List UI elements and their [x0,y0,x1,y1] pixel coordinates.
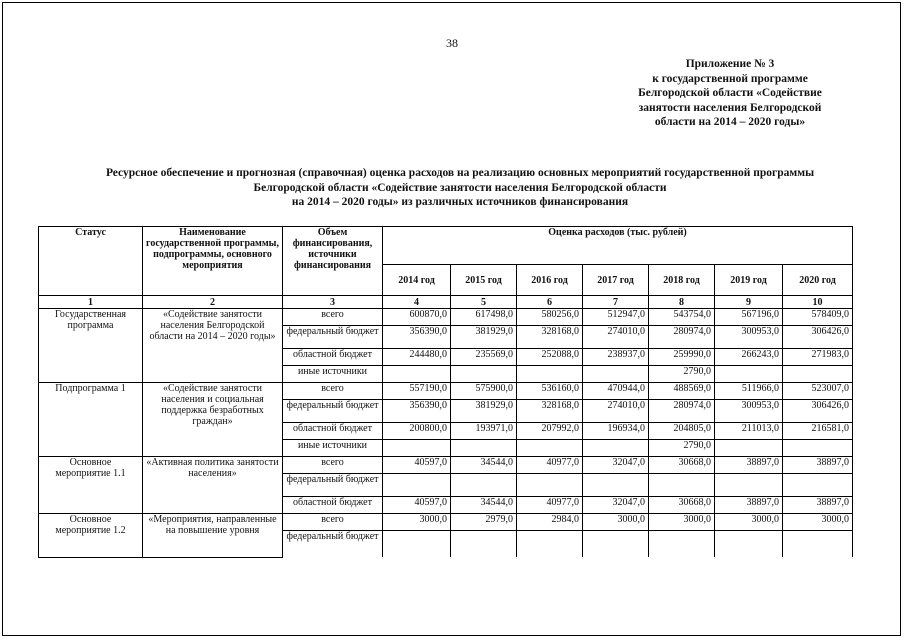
value-cell: 274010,0 [583,326,649,349]
value-cell: 3000,0 [783,514,853,531]
value-cell [783,440,853,457]
value-cell: 356390,0 [383,400,451,423]
value-cell [383,440,451,457]
value-cell: 578409,0 [783,309,853,326]
value-cell: 38897,0 [715,497,783,514]
value-cell [583,440,649,457]
appendix-line: Белгородской области «Содействие [638,87,822,99]
value-cell: 328168,0 [517,400,583,423]
value-cell: 511966,0 [715,383,783,400]
column-number: 3 [283,296,383,309]
value-cell: 328168,0 [517,326,583,349]
value-cell: 2790,0 [649,440,715,457]
value-cell [783,531,853,558]
header-year: 2015 год [451,265,517,296]
source-cell: областной бюджет [283,497,383,514]
source-cell: федеральный бюджет [283,531,383,558]
value-cell [383,474,451,497]
column-number: 6 [517,296,583,309]
value-cell [451,531,517,558]
value-cell: 300953,0 [715,400,783,423]
header-estimate: Оценка расходов (тыс. рублей) [383,227,853,265]
value-cell: 211013,0 [715,423,783,440]
value-cell: 40597,0 [383,457,451,474]
value-cell [517,474,583,497]
value-cell: 617498,0 [451,309,517,326]
table-row [39,383,853,400]
value-cell: 40977,0 [517,457,583,474]
value-cell: 557190,0 [383,383,451,400]
value-cell: 32047,0 [583,457,649,474]
value-cell: 30668,0 [649,457,715,474]
appendix-line: занятости населения Белгородской [638,101,822,114]
value-cell: 3000,0 [383,514,451,531]
value-cell [783,474,853,497]
column-number: 5 [451,296,517,309]
value-cell: 512947,0 [583,309,649,326]
value-cell: 523007,0 [783,383,853,400]
table-row [39,457,853,474]
appendix-line: Приложение № 3 [685,58,775,70]
value-cell: 356390,0 [383,326,451,349]
value-cell: 2984,0 [517,514,583,531]
value-cell: 274010,0 [583,400,649,423]
value-cell [715,531,783,558]
value-cell [451,440,517,457]
value-cell: 2979,0 [451,514,517,531]
appendix-line: к государственной программе [652,72,808,85]
value-cell: 300953,0 [715,326,783,349]
value-cell: 204805,0 [649,423,715,440]
source-cell: всего [283,514,383,531]
value-cell [583,531,649,558]
header-status: Статус [39,227,143,296]
title-line: Ресурсное обеспечение и прогнозная (справочная) оценка расходов на реализацию основных мероприятий государственной программы [105,167,815,179]
value-cell: 536160,0 [517,383,583,400]
value-cell: 306426,0 [783,400,853,423]
header-source: Объем финансирования, источники финансирования [283,227,383,296]
value-cell: 40597,0 [383,497,451,514]
header-year: 2019 год [715,265,783,296]
value-cell: 543754,0 [649,309,715,326]
source-cell: федеральный бюджет [283,474,383,497]
value-cell: 30668,0 [649,497,715,514]
source-cell: федеральный бюджет [283,326,383,349]
value-cell [517,440,583,457]
name-cell: «Содействие занятости населения и социальная поддержка безработных граждан» [143,383,283,457]
source-cell: областной бюджет [283,423,383,440]
source-cell: иные источники [283,366,383,383]
value-cell [451,474,517,497]
table-row [39,514,853,531]
value-cell: 600870,0 [383,309,451,326]
value-cell [583,474,649,497]
header-year: 2017 год [583,265,649,296]
title-line: на 2014 – 2020 годы» из различных источников финансирования [291,196,629,208]
header-name: Наименование государственной программы, подпрограммы, основного мероприятия [143,227,283,296]
value-cell [383,366,451,383]
value-cell: 567196,0 [715,309,783,326]
table-row [39,309,853,326]
value-cell: 306426,0 [783,326,853,349]
value-cell [715,474,783,497]
value-cell [517,366,583,383]
status-cell: Государственная программа [39,309,143,383]
source-cell: всего [283,457,383,474]
source-cell: всего [283,309,383,326]
status-cell: Подпрограмма 1 [39,383,143,457]
value-cell: 3000,0 [649,514,715,531]
value-cell: 470944,0 [583,383,649,400]
value-cell: 38897,0 [715,457,783,474]
column-number: 8 [649,296,715,309]
column-number: 2 [143,296,283,309]
value-cell: 193971,0 [451,423,517,440]
appendix-block [600,57,860,130]
value-cell: 575900,0 [451,383,517,400]
value-cell [649,474,715,497]
header-year: 2018 год [649,265,715,296]
column-number: 7 [583,296,649,309]
column-number: 9 [715,296,783,309]
source-cell: федеральный бюджет [283,400,383,423]
source-cell: иные источники [283,440,383,457]
value-cell [715,440,783,457]
value-cell: 280974,0 [649,326,715,349]
value-cell: 271983,0 [783,349,853,366]
document-title [40,166,880,210]
column-number: 1 [39,296,143,309]
header-year: 2014 год [383,265,451,296]
value-cell: 244480,0 [383,349,451,366]
name-cell: «Мероприятия, направленные на повышение уровня [143,514,283,558]
status-cell: Основное мероприятие 1.1 [39,457,143,514]
name-cell: «Активная политика занятости населения» [143,457,283,514]
value-cell [383,531,451,558]
value-cell: 38897,0 [783,497,853,514]
value-cell: 252088,0 [517,349,583,366]
value-cell [517,531,583,558]
value-cell: 488569,0 [649,383,715,400]
source-cell: всего [283,383,383,400]
status-cell: Основное мероприятие 1.2 [39,514,143,558]
appendix-line: области на 2014 – 2020 годы» [654,116,806,128]
column-number: 10 [783,296,853,309]
column-number: 4 [383,296,451,309]
value-cell: 34544,0 [451,497,517,514]
value-cell: 3000,0 [715,514,783,531]
name-cell: «Содействие занятости населения Белгородской области на 2014 – 2020 годы» [143,309,283,383]
value-cell: 2790,0 [649,366,715,383]
value-cell [451,366,517,383]
value-cell: 196934,0 [583,423,649,440]
value-cell [649,531,715,558]
value-cell: 200800,0 [383,423,451,440]
value-cell: 238937,0 [583,349,649,366]
page-number: 38 [446,36,458,50]
value-cell: 34544,0 [451,457,517,474]
value-cell: 32047,0 [583,497,649,514]
value-cell [583,366,649,383]
value-cell: 381929,0 [451,400,517,423]
value-cell: 38897,0 [783,457,853,474]
value-cell: 216581,0 [783,423,853,440]
source-cell: областной бюджет [283,349,383,366]
value-cell: 3000,0 [583,514,649,531]
header-year: 2016 год [517,265,583,296]
header-year: 2020 год [783,265,853,296]
value-cell [715,366,783,383]
value-cell: 40977,0 [517,497,583,514]
value-cell: 381929,0 [451,326,517,349]
expenses-table [38,226,853,558]
value-cell: 259990,0 [649,349,715,366]
value-cell [783,366,853,383]
title-line: Белгородской области «Содействие занятости населения Белгородской области [253,181,667,194]
value-cell: 580256,0 [517,309,583,326]
value-cell: 207992,0 [517,423,583,440]
value-cell: 280974,0 [649,400,715,423]
value-cell: 266243,0 [715,349,783,366]
value-cell: 235569,0 [451,349,517,366]
